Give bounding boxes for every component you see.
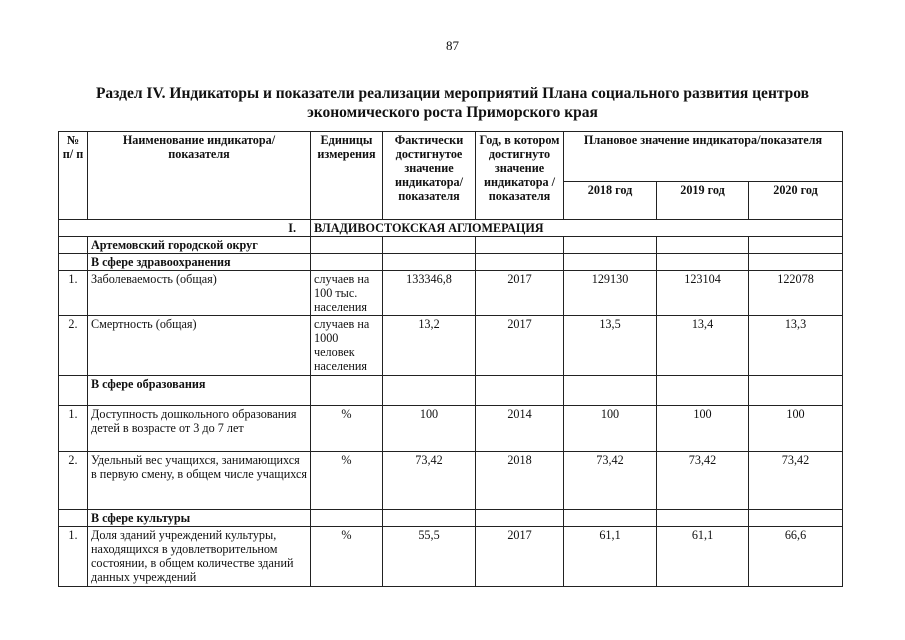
row-year: 2017 [476,271,564,316]
sphere-culture: В сфере культуры [88,510,311,527]
table-row [59,271,843,316]
row-2020: 66,6 [749,527,843,587]
section-row [59,220,843,237]
district-row [59,237,843,254]
row-year: 2018 [476,452,564,510]
row-name: Смертность (общая) [88,316,311,376]
row-2020: 122078 [749,271,843,316]
row-unit: % [311,452,383,510]
row-year: 2014 [476,406,564,452]
row-year: 2017 [476,527,564,587]
header-year: Год, в котором достигнуто значение индикатора /показателя [476,132,564,220]
page-number: 87 [446,38,459,53]
table-row [59,527,843,587]
row-actual: 100 [383,406,476,452]
row-num: 2. [59,452,88,510]
sphere-row [59,510,843,527]
row-2018: 100 [564,406,657,452]
row-unit: % [311,527,383,587]
sphere-row [59,254,843,271]
header-2018: 2018 год [564,182,657,220]
table-row [59,406,843,452]
row-actual: 73,42 [383,452,476,510]
title-line-2: экономического роста Приморского края [307,104,598,121]
row-2019: 100 [657,406,749,452]
row-num: 1. [59,527,88,587]
row-2019: 61,1 [657,527,749,587]
row-2018: 129130 [564,271,657,316]
row-2019: 73,42 [657,452,749,510]
row-name: Удельный вес учащихся, занимающихся в первую смену, в общем числе учащихся [88,452,311,510]
row-unit: случаев на 100 тыс. населения [311,271,383,316]
row-actual: 13,2 [383,316,476,376]
table-row [59,452,843,510]
sphere-row [59,376,843,406]
indicators-table [58,131,843,587]
row-actual: 133346,8 [383,271,476,316]
row-name: Заболеваемость (общая) [88,271,311,316]
row-num: 1. [59,271,88,316]
header-actual: Фактически достигнутое значение индикатора/ показателя [383,132,476,220]
row-unit: случаев на 1000 человек населения [311,316,383,376]
sphere-health: В сфере здравоохранения [88,254,311,271]
row-2018: 61,1 [564,527,657,587]
row-2020: 100 [749,406,843,452]
header-unit: Единицы измерения [311,132,383,220]
row-2020: 73,42 [749,452,843,510]
row-2018: 13,5 [564,316,657,376]
header-planned: Плановое значение индикатора/показателя [564,132,843,182]
district-name: Артемовский городской округ [88,237,311,254]
row-name: Доступность дошкольного образования детей в возрасте от 3 до 7 лет [88,406,311,452]
section-title: ВЛАДИВОСТОКСКАЯ АГЛОМЕРАЦИЯ [311,220,843,237]
header-num: № п/ п [59,132,88,220]
table-row [59,316,843,376]
header-name: Наименование индикатора/ показателя [88,132,311,220]
header-2020: 2020 год [749,182,843,220]
row-actual: 55,5 [383,527,476,587]
row-year: 2017 [476,316,564,376]
row-name: Доля зданий учреждений культуры, находящихся в удовлетворительном состоянии, в общем количестве зданий данных учреждений [88,527,311,587]
row-2019: 13,4 [657,316,749,376]
row-num: 1. [59,406,88,452]
row-2020: 13,3 [749,316,843,376]
document-title [60,84,845,122]
title-line-1: Раздел IV. Индикаторы и показатели реализации мероприятий Плана социального развития центров [95,85,810,102]
row-num: 2. [59,316,88,376]
sphere-education: В сфере образования [88,376,311,406]
row-2019: 123104 [657,271,749,316]
header-2019: 2019 год [657,182,749,220]
row-2018: 73,42 [564,452,657,510]
row-unit: % [311,406,383,452]
section-number: I. [59,220,311,237]
